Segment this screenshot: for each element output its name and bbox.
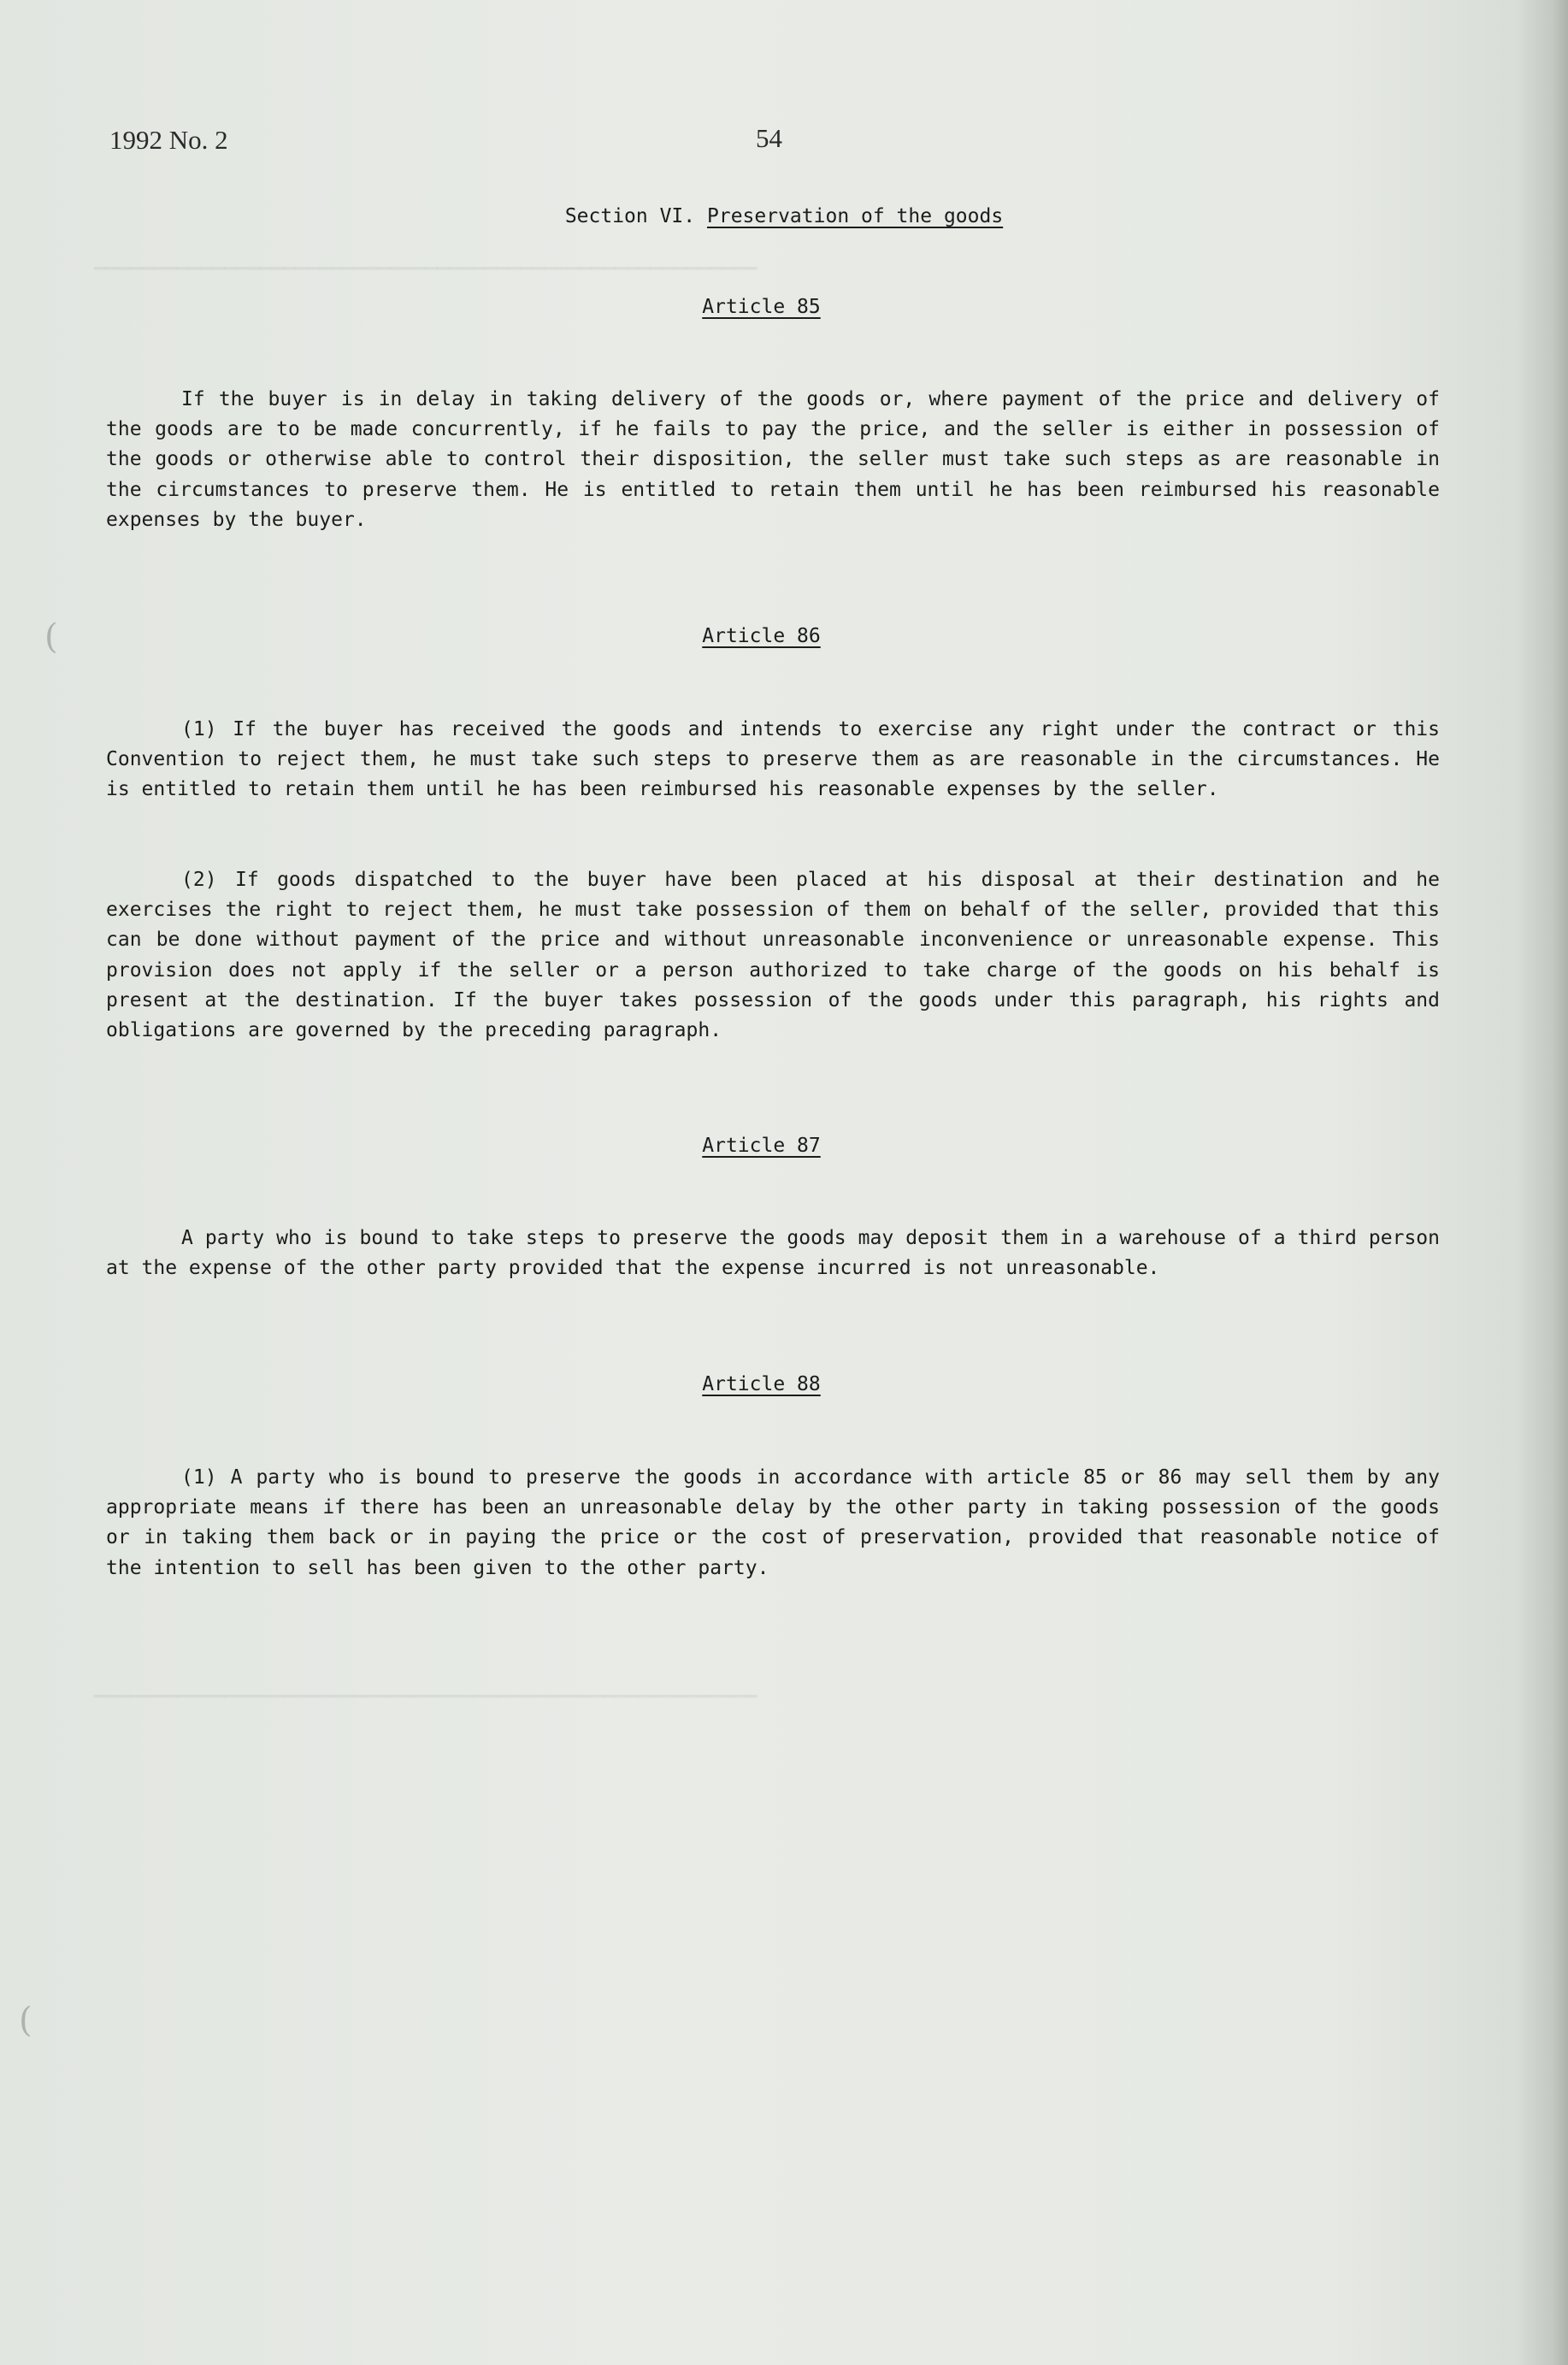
section-title: Preservation of the goods: [707, 205, 1004, 227]
margin-mark: (: [19, 2001, 32, 2040]
section-label: Section VI.: [564, 205, 696, 227]
section-heading: [0, 205, 1568, 227]
article-86-heading: Article 86: [702, 625, 821, 647]
article-86-paragraph-2: (2) If goods dispatched to the buyer have been placed at his disposal at their destination and he exercises the right to reject them, he must take possession of them on behalf of the seller, provided that this can be done without payment of the price and without unreasonable inconvenience or unreasonable expense. This provision does not apply if the seller or a person authorized to take charge of the goods on his behalf is present at the destination. If the buyer takes possession of the goods under this paragraph, his rights and obligations are governed by the preceding paragraph.: [106, 869, 1440, 1042]
bleed-through: ▁▁▁▁▁▁▁▁▁▁▁▁▁▁▁▁▁▁▁▁▁▁▁▁▁▁▁▁▁▁▁▁▁▁▁▁▁▁▁▁▁▁▁▁▁▁▁▁▁▁▁▁▁▁▁▁: [94, 1676, 757, 1698]
article-88-paragraph-1: (1) A party who is bound to preserve the goods in accordance with article 85 or 86 may sell them by any appropriate means if there has been an unreasonable delay by the other party in taking possession of the goods or in taking them back or in paying the price or the cost of preservation, provided that reasonable notice of the intention to sell has been given to the other party.: [106, 1466, 1440, 1579]
article-88-heading: Article 88: [702, 1373, 821, 1395]
bleed-through: ▁▁▁▁▁▁▁▁▁▁▁▁▁▁▁▁▁▁▁▁▁▁▁▁▁▁▁▁▁▁▁▁▁▁▁▁▁▁▁▁▁▁▁▁▁▁▁▁▁▁▁▁▁▁▁▁: [94, 248, 757, 270]
document-reference: 1992 No. 2: [109, 125, 228, 155]
page-edge-shadow: [1517, 0, 1568, 2365]
article-86-paragraph-1: (1) If the buyer has received the goods and intends to exercise any right under the contract or this Convention to reject them, he must take such steps to preserve them as are reasonable in the circumstances. He is entitled to retain them until he has been reimbursed his reasonable expenses by the seller.: [106, 718, 1440, 801]
article-85-paragraph: If the buyer is in delay in taking delivery of the goods or, where payment of the price and delivery of the goods are to be made concurrently, if he fails to pay the price, and the seller is either in possession of the goods or otherwise able to control their disposition, the seller must take such steps as are reasonable in the circumstances to preserve them. He is entitled to retain them until he has been reimbursed his reasonable expenses by the buyer.: [106, 388, 1440, 531]
article-87-paragraph: A party who is bound to take steps to preserve the goods may deposit them in a warehouse of a third person at the expense of the other party provided that the expense incurred is not unreasonable.: [106, 1227, 1440, 1280]
margin-mark: (: [44, 617, 58, 657]
article-85-heading: Article 85: [702, 296, 821, 318]
page-number: 54: [756, 123, 782, 153]
article-87-heading: Article 87: [702, 1135, 821, 1157]
